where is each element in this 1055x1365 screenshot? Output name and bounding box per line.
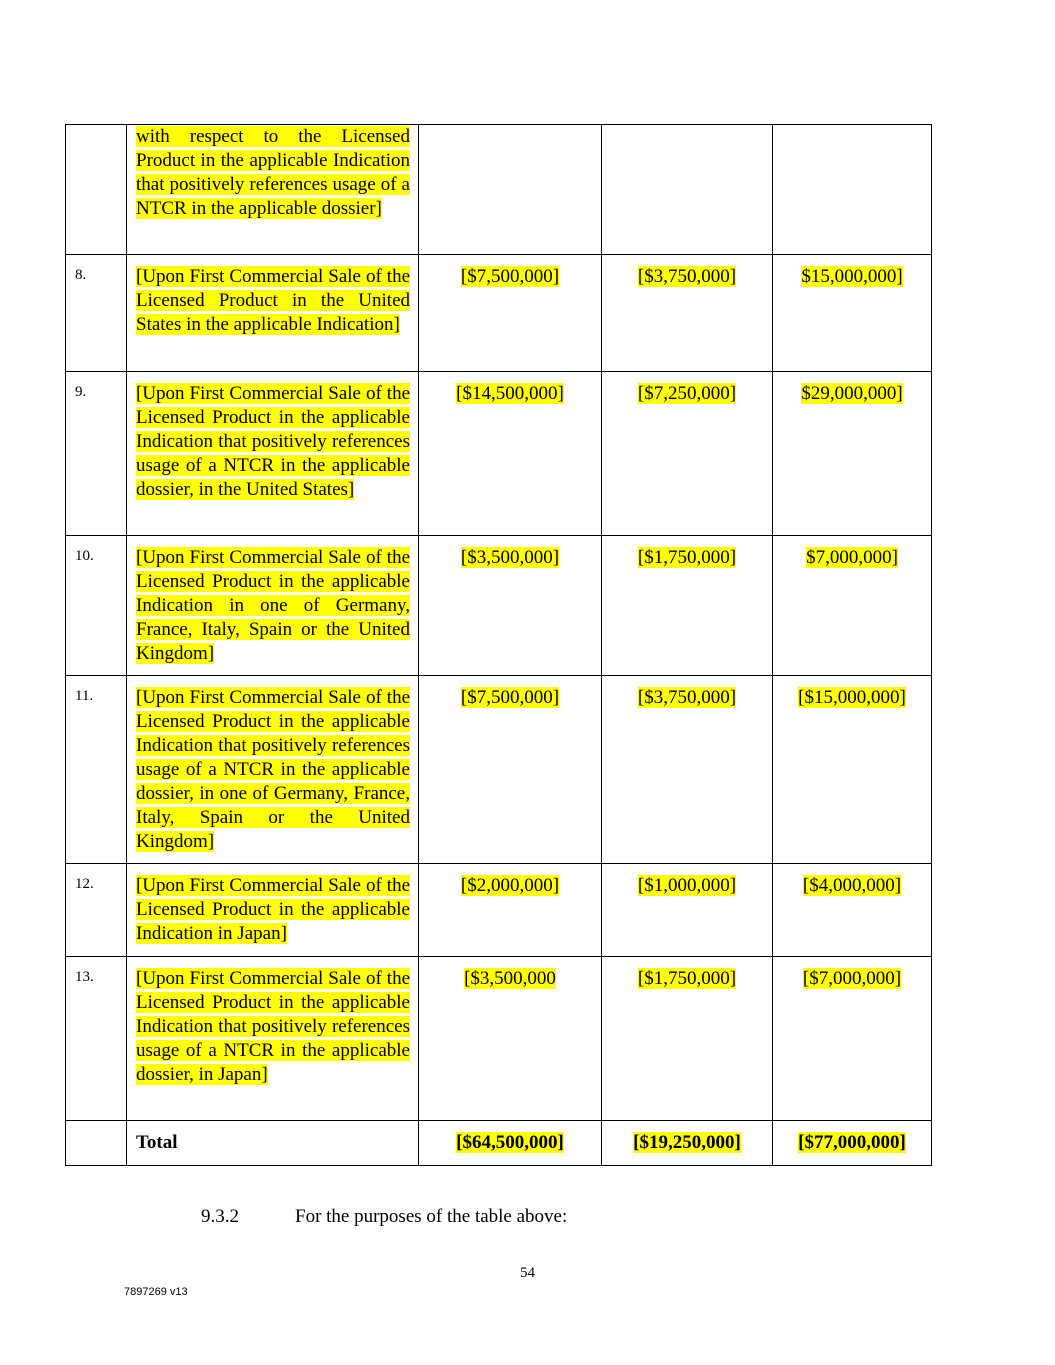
amount-value: [$7,500,000] <box>460 266 560 287</box>
milestone-description-cell <box>127 676 419 864</box>
amount-cell <box>419 676 602 864</box>
table-total-row <box>66 1121 932 1166</box>
amount-value: [$7,250,000] <box>637 383 737 404</box>
amount-value: [$14,500,000] <box>456 383 564 404</box>
amount-value: [$7,500,000] <box>460 687 560 708</box>
table-row <box>66 125 932 255</box>
amount-cell <box>602 536 773 676</box>
amount-value: $7,000,000] <box>806 547 898 568</box>
amount-cell <box>773 957 932 1121</box>
section-number: 9.3.2 <box>201 1206 239 1227</box>
row-number: 8. <box>75 267 87 283</box>
page-number: 54 <box>520 1265 535 1281</box>
amount-cell <box>773 536 932 676</box>
amount-cell <box>602 957 773 1121</box>
amount-value: [$15,000,000] <box>798 687 906 708</box>
amount-value: [$3,750,000] <box>637 687 737 708</box>
amount-value: [$3,750,000] <box>637 266 737 287</box>
milestone-description-cell <box>127 957 419 1121</box>
milestone-description-cell <box>127 536 419 676</box>
total-amount: [$19,250,000] <box>633 1132 741 1153</box>
amount-cell <box>419 125 602 255</box>
total-amount-cell <box>773 1121 932 1166</box>
total-label-cell <box>127 1121 419 1166</box>
row-number-cell <box>66 255 127 372</box>
amount-value: $29,000,000] <box>801 383 903 404</box>
milestone-description: [Upon First Commercial Sale of the Licensed Product in the applicable Indication that positively references usage of a NTCR in the applicable dossier, in one of Germany, France, Italy, Spain or the United Kingdom] <box>136 687 410 852</box>
amount-cell <box>419 864 602 957</box>
amount-cell <box>419 536 602 676</box>
row-number-cell <box>66 536 127 676</box>
milestone-description: [Upon First Commercial Sale of the Licensed Product in the United States in the applicable Indication] <box>136 266 410 335</box>
row-number: 10. <box>75 548 94 564</box>
milestone-description: [Upon First Commercial Sale of the Licensed Product in the applicable Indication that positively references usage of a NTCR in the applicable dossier, in the United States] <box>136 383 410 500</box>
row-number-cell <box>66 372 127 536</box>
milestone-description-cell <box>127 255 419 372</box>
amount-cell <box>773 676 932 864</box>
amount-value: [$7,000,000] <box>802 968 902 989</box>
total-amount-cell <box>602 1121 773 1166</box>
amount-value: [$2,000,000] <box>460 875 560 896</box>
amount-value: [$3,500,000] <box>460 547 560 568</box>
amount-cell <box>602 125 773 255</box>
section-text: For the purposes of the table above: <box>295 1206 568 1227</box>
row-number: 13. <box>75 969 94 985</box>
milestone-description-cell <box>127 864 419 957</box>
amount-value: [$4,000,000] <box>802 875 902 896</box>
table-row <box>66 536 932 676</box>
table-row <box>66 957 932 1121</box>
table-row <box>66 372 932 536</box>
amount-value: [$1,750,000] <box>637 968 737 989</box>
row-number: 11. <box>75 688 94 704</box>
amount-cell <box>773 255 932 372</box>
total-amount: [$77,000,000] <box>798 1132 906 1153</box>
row-number: 9. <box>75 384 87 400</box>
amount-cell <box>773 864 932 957</box>
amount-cell <box>419 255 602 372</box>
milestone-payment-table <box>65 124 932 1166</box>
amount-value: [$1,750,000] <box>637 547 737 568</box>
amount-value: $15,000,000] <box>801 266 903 287</box>
row-number-cell <box>66 957 127 1121</box>
total-amount-cell <box>419 1121 602 1166</box>
amount-cell <box>419 372 602 536</box>
row-number-cell <box>66 125 127 255</box>
milestone-description: with respect to the Licensed Product in the applicable Indication that positively references usage of a NTCR in the applicable dossier] <box>136 126 410 219</box>
table-row <box>66 676 932 864</box>
amount-value: [$1,000,000] <box>637 875 737 896</box>
table-row <box>66 864 932 957</box>
row-number-cell <box>66 1121 127 1166</box>
amount-cell <box>602 372 773 536</box>
milestone-description-cell <box>127 372 419 536</box>
document-id: 7897269 v13 <box>124 1286 188 1298</box>
table-row <box>66 255 932 372</box>
milestone-description: [Upon First Commercial Sale of the Licensed Product in the applicable Indication that positively references usage of a NTCR in the applicable dossier, in Japan] <box>136 968 410 1085</box>
total-label: Total <box>136 1132 178 1153</box>
milestone-description: [Upon First Commercial Sale of the Licensed Product in the applicable Indication in one of Germany, France, Italy, Spain or the United Kingdom] <box>136 547 410 664</box>
amount-cell <box>419 957 602 1121</box>
row-number-cell <box>66 676 127 864</box>
amount-cell <box>773 372 932 536</box>
total-amount: [$64,500,000] <box>456 1132 564 1153</box>
amount-cell <box>602 676 773 864</box>
amount-value: [$3,500,000 <box>464 968 556 989</box>
row-number-cell <box>66 864 127 957</box>
milestone-description: [Upon First Commercial Sale of the Licensed Product in the applicable Indication in Japan] <box>136 875 410 944</box>
row-number: 12. <box>75 876 94 892</box>
amount-cell <box>773 125 932 255</box>
amount-cell <box>602 255 773 372</box>
amount-cell <box>602 864 773 957</box>
milestone-description-cell <box>127 125 419 255</box>
